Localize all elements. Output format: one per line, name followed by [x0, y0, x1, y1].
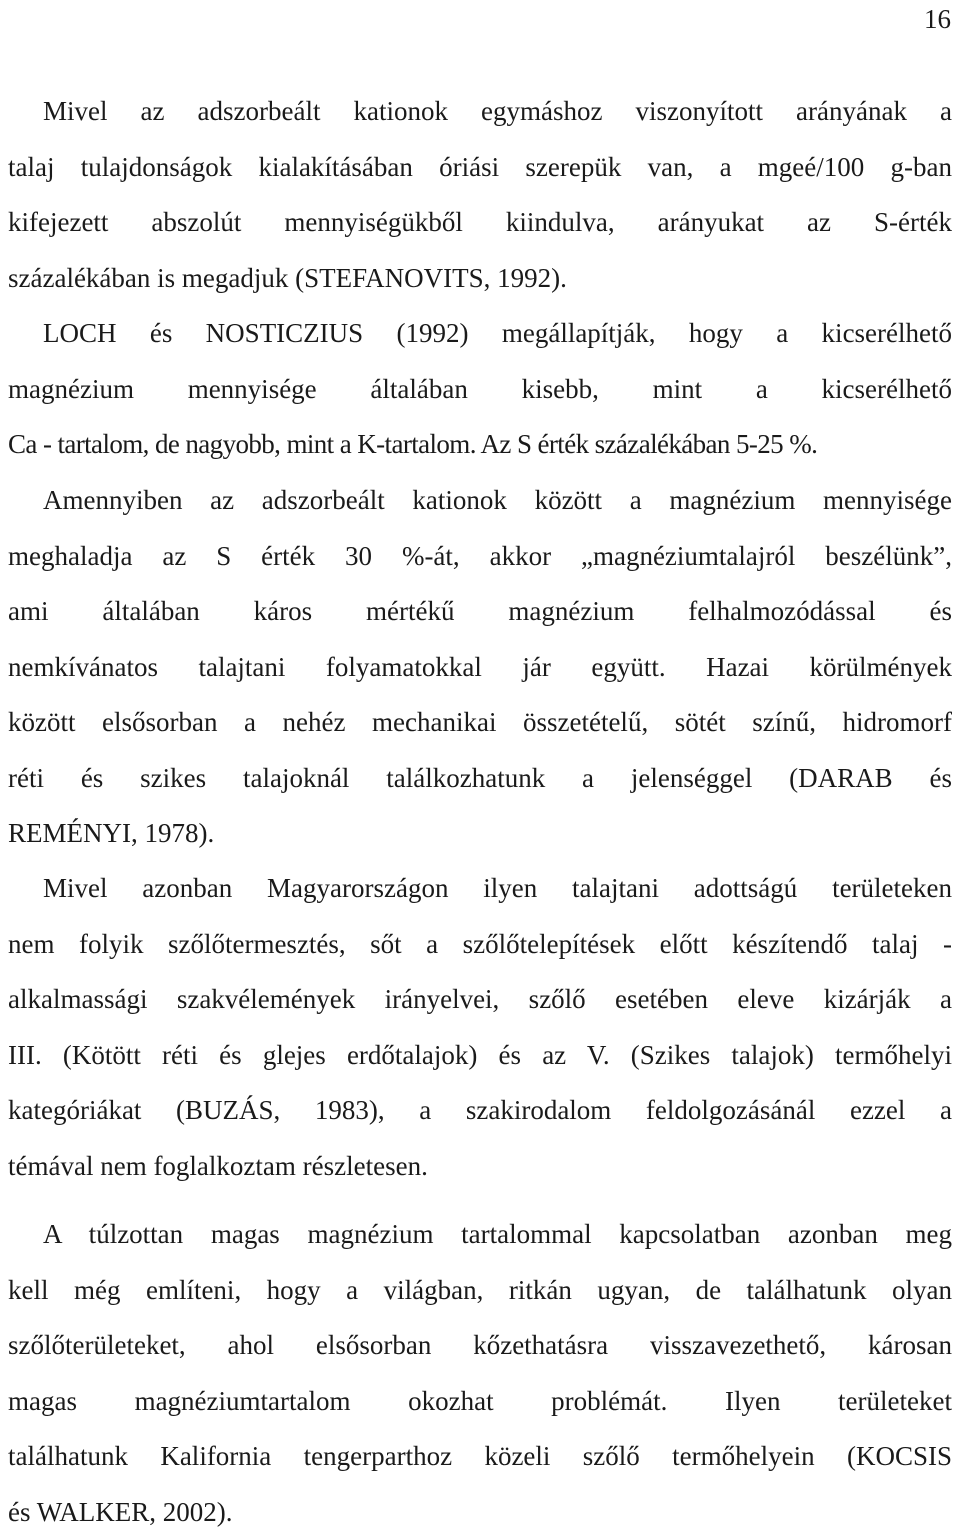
paragraph-line: kategóriákat (BUZÁS, 1983), a szakirodalom feldolgozásánál ezzel a — [8, 1083, 952, 1139]
paragraph-2 — [8, 306, 952, 473]
paragraph-line: Amennyiben az adszorbeált kationok között a magnézium mennyisége — [8, 473, 952, 529]
paragraph-line: alkalmassági szakvélemények irányelvei, szőlő esetében eleve kizárják a — [8, 972, 952, 1028]
paragraph-line: szőlőterületeket, ahol elsősorban kőzethatásra visszavezethető, károsan — [8, 1318, 952, 1374]
paragraph-line: kell még említeni, hogy a világban, ritkán ugyan, de találhatunk olyan — [8, 1263, 952, 1319]
paragraph-line: témával nem foglalkoztam részletesen. — [8, 1139, 952, 1195]
paragraph-line: talaj tulajdonságok kialakításában óriási szerepük van, a mgeé/100 g-ban — [8, 140, 952, 196]
paragraph-line: nemkívánatos talajtani folyamatokkal jár együtt. Hazai körülmények — [8, 640, 952, 696]
paragraph-4 — [8, 861, 952, 1194]
paragraph-line: III. (Kötött réti és glejes erdőtalajok) és az V. (Szikes talajok) termőhelyi — [8, 1028, 952, 1084]
paragraph-3 — [8, 473, 952, 862]
paragraph-line: Mivel az adszorbeált kationok egymáshoz viszonyított arányának a — [8, 84, 952, 140]
paragraph-line: Mivel azonban Magyarországon ilyen talajtani adottságú területeken — [8, 861, 952, 917]
paragraph-line: és WALKER, 2002). — [8, 1485, 952, 1540]
paragraph-5 — [8, 1207, 952, 1540]
paragraph-1 — [8, 84, 952, 306]
paragraph-line: magas magnéziumtartalom okozhat problémát. Ilyen területeket — [8, 1374, 952, 1430]
paragraph-line: Ca - tartalom, de nagyobb, mint a K-tartalom. Az S érték százalékában 5-25 %. — [8, 417, 952, 473]
paragraph-line: réti és szikes talajoknál találkozhatunk a jelenséggel (DARAB és — [8, 751, 952, 807]
paragraph-line: találhatunk Kalifornia tengerparthoz közeli szőlő termőhelyein (KOCSIS — [8, 1429, 952, 1485]
paragraph-line: REMÉNYI, 1978). — [8, 806, 952, 862]
paragraph-line: között elsősorban a nehéz mechanikai összetételű, sötét színű, hidromorf — [8, 695, 952, 751]
paragraph-line: nem folyik szőlőtermesztés, sőt a szőlőtelepítések előtt készítendő talaj - — [8, 917, 952, 973]
page-number: 16 — [924, 3, 951, 35]
paragraph-line: kifejezett abszolút mennyiségükből kiindulva, arányukat az S-érték — [8, 195, 952, 251]
paragraph-line: ami általában káros mértékű magnézium felhalmozódással és — [8, 584, 952, 640]
paragraph-line: magnézium mennyisége általában kisebb, mint a kicserélhető — [8, 362, 952, 418]
paragraph-line: százalékában is megadjuk (STEFANOVITS, 1992). — [8, 251, 952, 307]
paragraph-line: meghaladja az S érték 30 %-át, akkor „magnéziumtalajról beszélünk”, — [8, 529, 952, 585]
paragraph-line: A túlzottan magas magnézium tartalommal kapcsolatban azonban meg — [8, 1207, 952, 1263]
paragraph-line: LOCH és NOSTICZIUS (1992) megállapítják, hogy a kicserélhető — [8, 306, 952, 362]
